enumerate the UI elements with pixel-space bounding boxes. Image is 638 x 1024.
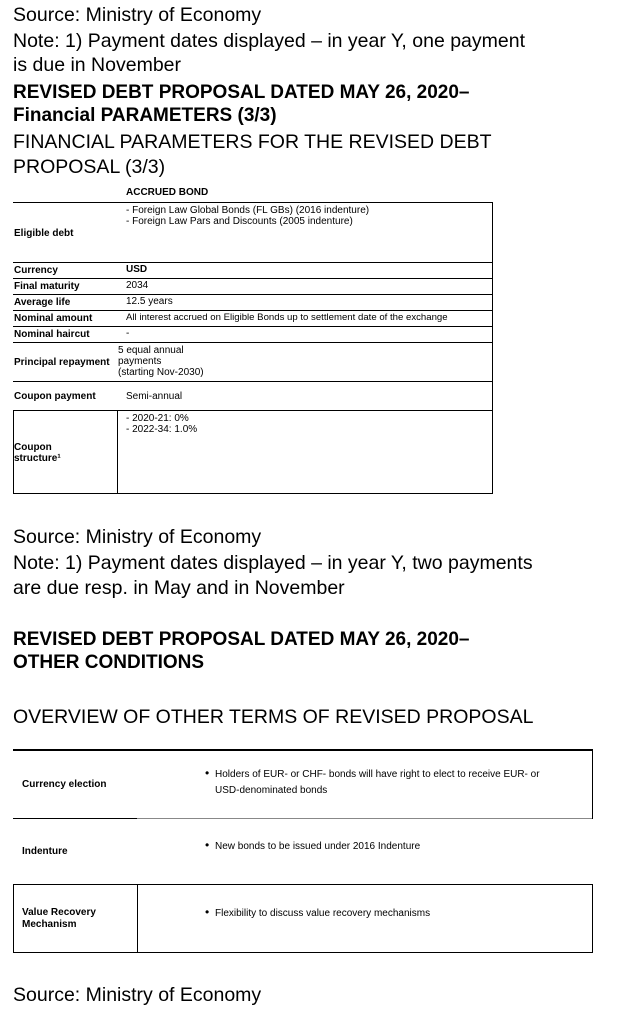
section-title: REVISED DEBT PROPOSAL DATED MAY 26, 2020– <box>13 629 470 650</box>
row-value-average-life: 12.5 years <box>126 296 173 307</box>
section-title: Financial PARAMETERS (3/3) <box>13 105 277 126</box>
source-text: Source: Ministry of Economy <box>13 526 262 548</box>
eligible-debt-value: - Foreign Law Global Bonds (FL GBs) (2016 indenture) - Foreign Law Pars and Discounts (2005 indenture) <box>126 205 370 227</box>
principal-repayment-value: 5 equal annual payments (starting Nov-2030) <box>118 345 204 378</box>
coupon-structure-value: - 2020-21: 0% - 2022-34: 1.0% <box>126 413 198 435</box>
row-value-nominal-haircut: - <box>126 328 130 339</box>
indenture-label: Indenture <box>22 846 68 857</box>
section-title: REVISED DEBT PROPOSAL DATED MAY 26, 2020– <box>13 82 470 103</box>
value-recovery-label: Value Recovery Mechanism <box>22 907 96 930</box>
currency-election-value: • Holders of EUR- or CHF- bonds will have right to elect to receive EUR- or USD-denominated bonds <box>205 766 540 796</box>
row-value-nominal-amount: All interest accrued on Eligible Bonds up to settlement date of the exchange <box>126 312 448 323</box>
value-recovery-value: • Flexibility to discuss value recovery mechanisms <box>205 905 431 919</box>
currency-election-label: Currency election <box>22 779 107 790</box>
row-value-final-maturity: 2034 <box>126 280 149 291</box>
note-line: Note: 1) Payment dates displayed – in year Y, two payments <box>13 552 533 574</box>
coupon-structure-label: Coupon structure¹ <box>14 442 61 464</box>
coupon-payment-value: Semi-annual <box>126 391 183 402</box>
eligible-debt-label: Eligible debt <box>14 228 74 239</box>
row-label-nominal-haircut: Nominal haircut <box>14 329 90 340</box>
principal-repayment-label: Principal repayment <box>14 357 110 368</box>
note-line: are due resp. in May and in November <box>13 577 345 599</box>
row-label-nominal-amount: Nominal amount <box>14 313 93 324</box>
row-label-final-maturity: Final maturity <box>14 281 80 292</box>
section-subtitle: PROPOSAL (3/3) <box>13 156 166 178</box>
section-title: OTHER CONDITIONS <box>13 652 205 673</box>
row-value-currency: USD <box>126 264 148 275</box>
other-terms-table <box>13 749 593 953</box>
row-label-average-life: Average life <box>14 297 71 308</box>
indenture-value: • New bonds to be issued under 2016 Indenture <box>205 838 421 852</box>
source-text: Source: Ministry of Economy <box>13 4 262 26</box>
row-label-currency: Currency <box>14 265 58 276</box>
source-text: Source: Ministry of Economy <box>13 984 262 1006</box>
section-subtitle: OVERVIEW OF OTHER TERMS OF REVISED PROPOSAL <box>13 706 534 728</box>
section-subtitle: FINANCIAL PARAMETERS FOR THE REVISED DEBT <box>13 131 492 153</box>
table-column-header: ACCRUED BOND <box>126 187 209 198</box>
note-line: is due in November <box>13 54 181 76</box>
financial-parameters-table <box>13 202 493 496</box>
coupon-payment-label: Coupon payment <box>14 391 96 402</box>
note-line: Note: 1) Payment dates displayed – in year Y, one payment <box>13 30 526 52</box>
